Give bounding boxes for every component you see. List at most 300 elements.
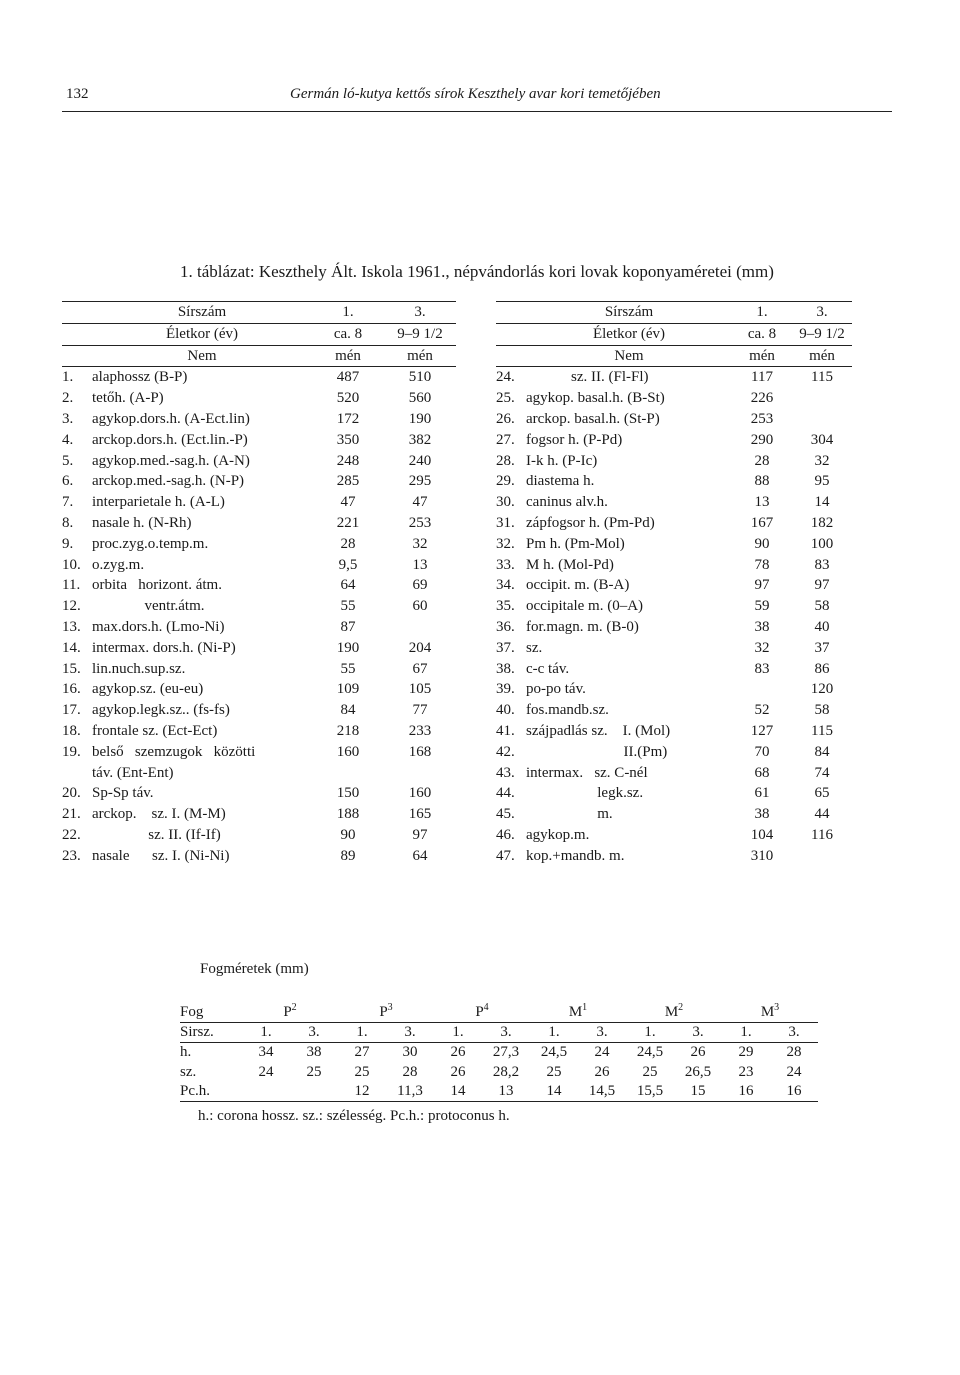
table-row xyxy=(496,430,852,451)
table-row xyxy=(496,555,852,576)
value-grave-1: 9,5 xyxy=(338,556,358,573)
value-grave-3: 233 xyxy=(408,722,432,739)
tooth-index: 4 xyxy=(483,1002,489,1014)
value-grave-1: 89 xyxy=(340,847,356,864)
teeth-row-label: h. xyxy=(180,1044,192,1061)
header-rule xyxy=(62,111,892,112)
value-grave-1: 109 xyxy=(336,681,360,698)
table-row xyxy=(496,471,852,492)
running-title: Germán ló-kutya kettős sírok Keszthely avar kori temetőjében xyxy=(290,86,661,102)
teeth-row xyxy=(180,1063,818,1082)
tooth-header xyxy=(722,1003,818,1023)
row-number: 27. xyxy=(496,431,515,448)
teeth-measurements-table xyxy=(180,1003,818,1102)
tooth-value: 29 xyxy=(738,1044,754,1061)
table-row xyxy=(62,451,456,472)
value-grave-3: 97 xyxy=(412,826,428,843)
header-row xyxy=(62,323,456,345)
tooth-value: 28 xyxy=(786,1044,802,1061)
value-grave-3: 13 xyxy=(412,556,428,573)
table-row xyxy=(496,596,852,617)
value-grave-1: 117 xyxy=(751,369,773,386)
row-number: 33. xyxy=(496,556,515,573)
row-number: 17. xyxy=(62,702,81,719)
table-row xyxy=(496,367,852,388)
row-number: 8. xyxy=(62,514,74,531)
value-grave-3: 168 xyxy=(408,743,432,760)
row-number: 15. xyxy=(62,660,81,677)
value-grave-3: 510 xyxy=(408,369,432,386)
value-grave-1: 253 xyxy=(750,410,774,427)
value-grave-1: 59 xyxy=(754,598,770,615)
table-row xyxy=(62,471,456,492)
table-row xyxy=(496,534,852,555)
header-value: ca. 8 xyxy=(732,323,792,345)
tooth-header xyxy=(338,1003,434,1023)
header-label: Életkor (év) xyxy=(92,323,312,345)
grave-number: 1. xyxy=(626,1023,674,1043)
row-number: 24. xyxy=(496,369,515,386)
measurement-label: orbita horizont. átm. xyxy=(92,577,222,594)
value-grave-3: 83 xyxy=(814,556,830,573)
tooth-value: 24 xyxy=(258,1063,274,1080)
row-number: 21. xyxy=(62,806,81,823)
row-number: 16. xyxy=(62,681,81,698)
header-label: Sírszám xyxy=(92,302,312,324)
table-row xyxy=(62,638,456,659)
row-number: 2. xyxy=(62,390,74,407)
row-number: 10. xyxy=(62,556,81,573)
measurement-label: caninus alv.h. xyxy=(526,494,608,511)
value-grave-3: 32 xyxy=(814,452,830,469)
measurement-label: I-k h. (P-Ic) xyxy=(526,452,598,469)
measurement-label: arckop. basal.h. (St-P) xyxy=(526,410,660,427)
tooth-value: 28,2 xyxy=(492,1063,520,1080)
row-number-cell xyxy=(496,302,526,324)
row-number: 4. xyxy=(62,431,74,448)
teeth-row-label: sz. xyxy=(180,1063,197,1080)
header-value: 9–9 1/2 xyxy=(792,323,852,345)
table-row xyxy=(62,659,456,680)
measurement-label: II.(Pm) xyxy=(526,743,668,760)
tooth-value: 24,5 xyxy=(636,1044,664,1061)
row-number: 13. xyxy=(62,618,81,635)
table-row xyxy=(62,513,456,534)
row-number: 11. xyxy=(62,577,81,594)
value-grave-1: 28 xyxy=(754,452,770,469)
value-grave-1: 160 xyxy=(336,743,360,760)
row-number-cell xyxy=(496,345,526,367)
value-grave-3: 95 xyxy=(814,473,830,490)
tooth-value: 16 xyxy=(722,1082,770,1102)
table-row xyxy=(496,825,852,846)
tooth-index: 2 xyxy=(678,1002,684,1014)
table-row xyxy=(62,575,456,596)
tooth-header xyxy=(434,1003,530,1023)
value-grave-1: 221 xyxy=(336,514,360,531)
value-grave-1: 88 xyxy=(754,473,770,490)
row-number xyxy=(62,763,92,784)
header-label: Nem xyxy=(92,345,312,367)
tooth-base: P xyxy=(475,1004,484,1021)
measurement-label: legk.sz. xyxy=(526,785,644,802)
measurement-label: arckop. sz. I. (M-M) xyxy=(92,806,226,823)
table-row xyxy=(496,409,852,430)
tooth-value xyxy=(242,1082,290,1102)
row-number: 38. xyxy=(496,660,515,677)
tooth-value: 25 xyxy=(306,1063,322,1080)
grave-number: 1. xyxy=(434,1023,482,1043)
grave-number: 1. xyxy=(338,1023,386,1043)
value-grave-3: 44 xyxy=(814,806,830,823)
row-number: 32. xyxy=(496,535,515,552)
measurement-label: po-po táv. xyxy=(526,681,586,698)
table-row xyxy=(62,846,456,867)
table-row xyxy=(62,763,456,784)
measurement-label: fogsor h. (P-Pd) xyxy=(526,431,623,448)
header-row xyxy=(62,345,456,367)
value-grave-3: 32 xyxy=(412,535,428,552)
value-grave-1: 38 xyxy=(754,618,770,635)
value-grave-3: 295 xyxy=(408,473,432,490)
table-row xyxy=(496,638,852,659)
value-grave-3: 69 xyxy=(412,577,428,594)
value-grave-3: 64 xyxy=(412,847,428,864)
row-number: 42. xyxy=(496,743,515,760)
grave-number: 3. xyxy=(386,1023,434,1043)
tooth-value: 14,5 xyxy=(578,1082,626,1102)
table-row xyxy=(496,742,852,763)
header-row xyxy=(496,302,852,324)
value-grave-1: 350 xyxy=(336,431,360,448)
value-grave-1: 47 xyxy=(340,494,356,511)
value-grave-3: 77 xyxy=(412,702,428,719)
table-row xyxy=(62,596,456,617)
row-number: 43. xyxy=(496,764,515,781)
row-number: 41. xyxy=(496,722,515,739)
row-number: 37. xyxy=(496,639,515,656)
skull-measurements-table-right xyxy=(496,301,852,867)
measurement-label: arckop.med.-sag.h. (N-P) xyxy=(92,473,245,490)
row-number: 34. xyxy=(496,577,515,594)
value-grave-3: 382 xyxy=(408,431,432,448)
table-row xyxy=(62,742,456,763)
teeth-subheader-row xyxy=(180,1023,818,1043)
row-number: 39. xyxy=(496,681,515,698)
table-row xyxy=(496,679,852,700)
measurement-label: agykop.m. xyxy=(526,826,590,843)
tooth-base: M xyxy=(760,1004,775,1021)
value-grave-1: 84 xyxy=(340,702,356,719)
value-grave-3: 190 xyxy=(408,410,432,427)
value-grave-3 xyxy=(792,388,852,409)
tooth-value: 15,5 xyxy=(626,1082,674,1102)
row-number-cell xyxy=(62,345,92,367)
grave-number: 3. xyxy=(290,1023,338,1043)
table-row xyxy=(496,700,852,721)
teeth-table-title: Fogméretek (mm) xyxy=(200,961,309,977)
tooth-value: 25 xyxy=(354,1063,370,1080)
value-grave-1: 64 xyxy=(340,577,356,594)
teeth-row xyxy=(180,1082,818,1102)
tooth-index: 3 xyxy=(387,1002,393,1014)
measurement-label: zápfogsor h. (Pm-Pd) xyxy=(526,514,655,531)
table-row xyxy=(496,617,852,638)
measurement-label: fos.mandb.sz. xyxy=(526,702,609,719)
row-number-cell xyxy=(496,323,526,345)
row-number: 7. xyxy=(62,494,74,511)
tooth-base: P xyxy=(379,1004,388,1021)
value-grave-3: 240 xyxy=(408,452,432,469)
table-row xyxy=(496,846,852,867)
tooth-value: 13 xyxy=(482,1082,530,1102)
value-grave-1: 290 xyxy=(750,431,774,448)
row-number: 18. xyxy=(62,722,81,739)
grave-number: 1. xyxy=(722,1023,770,1043)
measurement-label: intermax. dors.h. (Ni-P) xyxy=(92,639,236,656)
tooth-header xyxy=(530,1003,626,1023)
measurement-label: Pm h. (Pm-Mol) xyxy=(526,535,625,552)
value-grave-1: 520 xyxy=(336,390,360,407)
value-grave-1: 87 xyxy=(340,618,356,635)
table-row xyxy=(62,679,456,700)
table-row xyxy=(62,430,456,451)
value-grave-3 xyxy=(384,763,456,784)
table-row xyxy=(496,388,852,409)
row-number: 29. xyxy=(496,473,515,490)
measurement-label: belső szemzugok közötti xyxy=(92,743,256,760)
value-grave-3: 37 xyxy=(814,639,830,656)
measurement-label: sz. II. (If-If) xyxy=(92,826,221,843)
measurement-label: sz. xyxy=(526,639,543,656)
tooth-index: 1 xyxy=(582,1002,588,1014)
tooth-value: 26 xyxy=(690,1044,706,1061)
tooth-value: 14 xyxy=(530,1082,578,1102)
value-grave-3: 115 xyxy=(811,369,833,386)
tooth-value: 27,3 xyxy=(492,1044,520,1061)
measurement-label: szájpadlás sz. I. (Mol) xyxy=(526,722,671,739)
header-value: 9–9 1/2 xyxy=(384,323,456,345)
row-number: 36. xyxy=(496,618,515,635)
value-grave-1: 38 xyxy=(754,806,770,823)
header-value: mén xyxy=(384,345,456,367)
tooth-value: 38 xyxy=(306,1044,322,1061)
measurement-label: nasale h. (N-Rh) xyxy=(92,514,192,531)
table-row xyxy=(496,659,852,680)
value-grave-3: 100 xyxy=(810,535,834,552)
value-grave-1: 61 xyxy=(754,785,770,802)
value-grave-1: 127 xyxy=(750,722,774,739)
value-grave-1: 248 xyxy=(336,452,360,469)
measurement-label: nasale sz. I. (Ni-Ni) xyxy=(92,847,230,864)
header-label: Nem xyxy=(526,345,732,367)
tooth-value: 24 xyxy=(594,1044,610,1061)
measurement-label: intermax. sz. C-nél xyxy=(526,764,648,781)
row-number-cell xyxy=(62,302,92,324)
value-grave-3: 204 xyxy=(408,639,432,656)
value-grave-1: 190 xyxy=(336,639,360,656)
header-value: 3. xyxy=(792,302,852,324)
value-grave-1: 52 xyxy=(754,702,770,719)
value-grave-3: 97 xyxy=(814,577,830,594)
measurement-label: alaphossz (B-P) xyxy=(92,369,188,386)
table-row xyxy=(62,388,456,409)
header-label: Sírszám xyxy=(526,302,732,324)
measurement-label: for.magn. m. (B-0) xyxy=(526,618,639,635)
table-row xyxy=(62,367,456,388)
value-grave-3: 58 xyxy=(814,598,830,615)
value-grave-1: 90 xyxy=(754,535,770,552)
value-grave-1: 28 xyxy=(340,535,356,552)
value-grave-1: 172 xyxy=(336,410,360,427)
row-number: 22. xyxy=(62,826,81,843)
header-value: mén xyxy=(792,345,852,367)
value-grave-1: 55 xyxy=(340,598,356,615)
value-grave-3: 84 xyxy=(814,743,830,760)
tooth-value: 23 xyxy=(738,1063,754,1080)
tooth-value: 26 xyxy=(594,1063,610,1080)
measurement-label: proc.zyg.o.temp.m. xyxy=(92,535,209,552)
header-value: mén xyxy=(312,345,384,367)
table-row xyxy=(496,451,852,472)
table-row xyxy=(496,721,852,742)
value-grave-3 xyxy=(384,617,456,638)
grave-number: 3. xyxy=(674,1023,722,1043)
page-number: 132 xyxy=(66,86,89,102)
tooth-value: 27 xyxy=(354,1044,370,1061)
skull-measurements-table-left xyxy=(62,301,456,867)
header-row xyxy=(496,323,852,345)
measurement-label: diastema h. xyxy=(526,473,595,490)
tooth-value: 34 xyxy=(258,1044,274,1061)
header-value: ca. 8 xyxy=(312,323,384,345)
row-number: 12. xyxy=(62,598,81,615)
value-grave-3: 47 xyxy=(412,494,428,511)
measurement-label: sz. II. (Fl-Fl) xyxy=(526,369,649,386)
measurement-label: agykop.sz. (eu-eu) xyxy=(92,681,204,698)
value-grave-1: 104 xyxy=(750,826,774,843)
row-number: 45. xyxy=(496,806,515,823)
table-row xyxy=(496,804,852,825)
value-grave-1: 90 xyxy=(340,826,356,843)
value-grave-3: 165 xyxy=(408,806,432,823)
value-grave-3: 120 xyxy=(810,681,834,698)
value-grave-1: 32 xyxy=(754,639,770,656)
value-grave-1 xyxy=(732,679,792,700)
measurement-label: interparietale h. (A-L) xyxy=(92,494,225,511)
value-grave-3: 74 xyxy=(814,764,830,781)
measurement-label: tetőh. (A-P) xyxy=(92,390,164,407)
tooth-index: 2 xyxy=(291,1002,297,1014)
value-grave-1: 167 xyxy=(750,514,774,531)
row-number: 44. xyxy=(496,785,515,802)
value-grave-3: 58 xyxy=(814,702,830,719)
measurement-label: táv. (Ent-Ent) xyxy=(92,764,174,781)
measurement-label: agykop.med.-sag.h. (A-N) xyxy=(92,452,250,469)
table-row xyxy=(496,513,852,534)
value-grave-1: 310 xyxy=(750,847,774,864)
measurement-label: c-c táv. xyxy=(526,660,570,677)
value-grave-3 xyxy=(792,409,852,430)
tooth-value: 14 xyxy=(434,1082,482,1102)
row-number: 14. xyxy=(62,639,81,656)
row-number: 26. xyxy=(496,410,515,427)
tooth-value: 26 xyxy=(450,1044,466,1061)
table-caption: 1. táblázat: Keszthely Ált. Iskola 1961., népvándorlás kori lovak koponyaméretei (mm) xyxy=(180,262,774,281)
row-number: 47. xyxy=(496,847,515,864)
row-number: 6. xyxy=(62,473,74,490)
value-grave-3: 182 xyxy=(810,514,834,531)
tooth-header xyxy=(242,1003,338,1023)
measurement-label: m. xyxy=(526,806,613,823)
teeth-row xyxy=(180,1043,818,1063)
subheader-label: Sirsz. xyxy=(180,1023,242,1043)
tooth-value: 11,3 xyxy=(386,1082,434,1102)
grave-number: 3. xyxy=(482,1023,530,1043)
row-number: 19. xyxy=(62,743,81,760)
value-grave-3: 116 xyxy=(811,826,833,843)
grave-number: 1. xyxy=(530,1023,578,1043)
value-grave-3: 60 xyxy=(412,598,428,615)
table-row xyxy=(62,534,456,555)
header-value: 3. xyxy=(384,302,456,324)
row-number: 40. xyxy=(496,702,515,719)
row-number: 46. xyxy=(496,826,515,843)
measurement-label: ventr.átm. xyxy=(92,598,205,615)
header-row xyxy=(62,302,456,324)
tooth-value: 26 xyxy=(450,1063,466,1080)
value-grave-1: 68 xyxy=(754,764,770,781)
table-row xyxy=(496,575,852,596)
measurement-label: occipitale m. (0–A) xyxy=(526,598,644,615)
value-grave-3: 160 xyxy=(408,785,432,802)
grave-number: 3. xyxy=(578,1023,626,1043)
tooth-value xyxy=(290,1082,338,1102)
row-number: 28. xyxy=(496,452,515,469)
row-number: 31. xyxy=(496,514,515,531)
measurement-label: frontale sz. (Ect-Ect) xyxy=(92,722,218,739)
measurement-label: lin.nuch.sup.sz. xyxy=(92,660,186,677)
table-row xyxy=(62,700,456,721)
tooth-value: 24 xyxy=(786,1063,802,1080)
value-grave-3: 115 xyxy=(811,722,833,739)
table-row xyxy=(62,721,456,742)
measurement-label: o.zyg.m. xyxy=(92,556,145,573)
header-value: 1. xyxy=(312,302,384,324)
row-number: 30. xyxy=(496,494,515,511)
measurement-label: agykop.dors.h. (A-Ect.lin) xyxy=(92,410,250,427)
value-grave-3: 14 xyxy=(814,494,830,511)
grave-number: 1. xyxy=(242,1023,290,1043)
teeth-header-first: Fog xyxy=(180,1003,242,1023)
value-grave-1: 188 xyxy=(336,806,360,823)
tooth-value: 15 xyxy=(674,1082,722,1102)
tooth-value: 24,5 xyxy=(540,1044,568,1061)
header-value: 1. xyxy=(732,302,792,324)
row-number: 9. xyxy=(62,535,74,552)
row-number: 23. xyxy=(62,847,81,864)
row-number: 5. xyxy=(62,452,74,469)
measurement-label: max.dors.h. (Lmo-Ni) xyxy=(92,618,225,635)
tooth-header xyxy=(626,1003,722,1023)
row-number: 20. xyxy=(62,785,81,802)
value-grave-3: 560 xyxy=(408,390,432,407)
value-grave-1: 226 xyxy=(750,390,774,407)
measurement-label: arckop.dors.h. (Ect.lin.-P) xyxy=(92,431,248,448)
value-grave-1: 13 xyxy=(754,494,770,511)
row-number-cell xyxy=(62,323,92,345)
measurement-label: occipit. m. (B-A) xyxy=(526,577,630,594)
